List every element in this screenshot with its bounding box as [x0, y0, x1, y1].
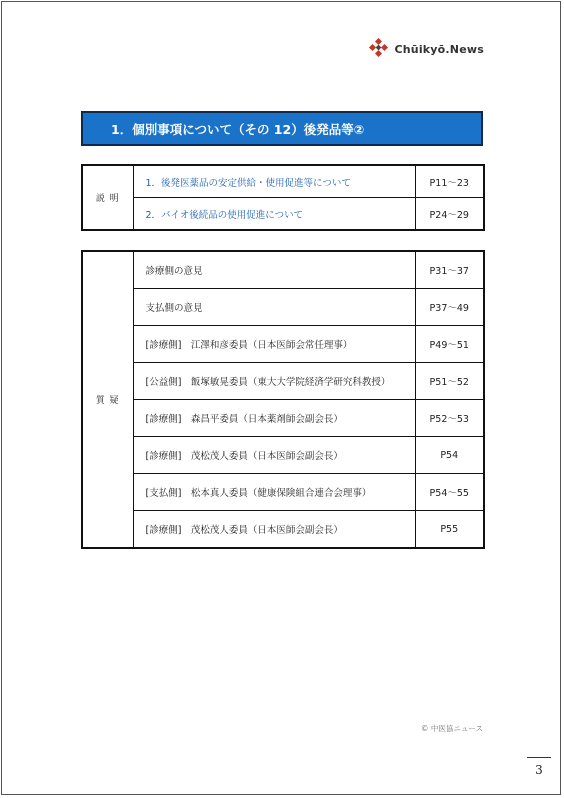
questions-table	[81, 250, 485, 549]
page-ref: P51～52	[415, 363, 484, 400]
topic-cell: [診療側] 江澤和彦委員（日本医師会常任理事）	[133, 326, 415, 363]
table-row	[82, 165, 484, 198]
topic-cell: 診療側の意見	[133, 251, 415, 289]
category-label: 説 明	[82, 165, 133, 230]
table-row	[82, 251, 484, 289]
topic-cell: 1．後発医薬品の安定供給・使用促進等について	[133, 165, 415, 198]
table-row	[82, 326, 484, 363]
topic-cell: [支払側] 松本真人委員（健康保険組合連合会理事）	[133, 474, 415, 511]
page-ref: P49～51	[415, 326, 484, 363]
topic-cell: [診療側] 茂松茂人委員（日本医師会副会長）	[133, 511, 415, 549]
table-row	[82, 400, 484, 437]
page-number: 3	[535, 763, 543, 777]
topic-cell: [診療側] 森昌平委員（日本薬剤師会副会長）	[133, 400, 415, 437]
page-ref: P52～53	[415, 400, 484, 437]
page-ref: P54～55	[415, 474, 484, 511]
table-row	[82, 437, 484, 474]
table-row	[82, 289, 484, 326]
page-ref: P54	[415, 437, 484, 474]
topic-cell: 支払側の意見	[133, 289, 415, 326]
logo-text: Chūikyō.News	[394, 42, 484, 56]
table-row	[82, 511, 484, 549]
page-ref: P11～23	[415, 165, 484, 198]
page-ref: P24～29	[415, 198, 484, 231]
page-ref: P31～37	[415, 251, 484, 289]
page-ref: P37～49	[415, 289, 484, 326]
topic-cell: [診療側] 茂松茂人委員（日本医師会副会長）	[133, 437, 415, 474]
logo-mark-icon	[368, 38, 390, 60]
page-ref: P55	[415, 511, 484, 549]
table-row	[82, 474, 484, 511]
explanation-table	[81, 164, 485, 231]
page-number-rule	[527, 757, 551, 758]
category-label: 質 疑	[82, 251, 133, 548]
brand-logo	[368, 38, 484, 60]
section-title: 1．個別事項について（その 12）後発品等②	[81, 111, 483, 146]
table-row	[82, 363, 484, 400]
topic-cell: [公益側] 飯塚敏晃委員（東大大学院経済学研究科教授）	[133, 363, 415, 400]
table-row	[82, 198, 484, 231]
copyright-text: © 中医協ニュース	[421, 724, 484, 733]
topic-cell: 2．バイオ後続品の使用促進について	[133, 198, 415, 231]
